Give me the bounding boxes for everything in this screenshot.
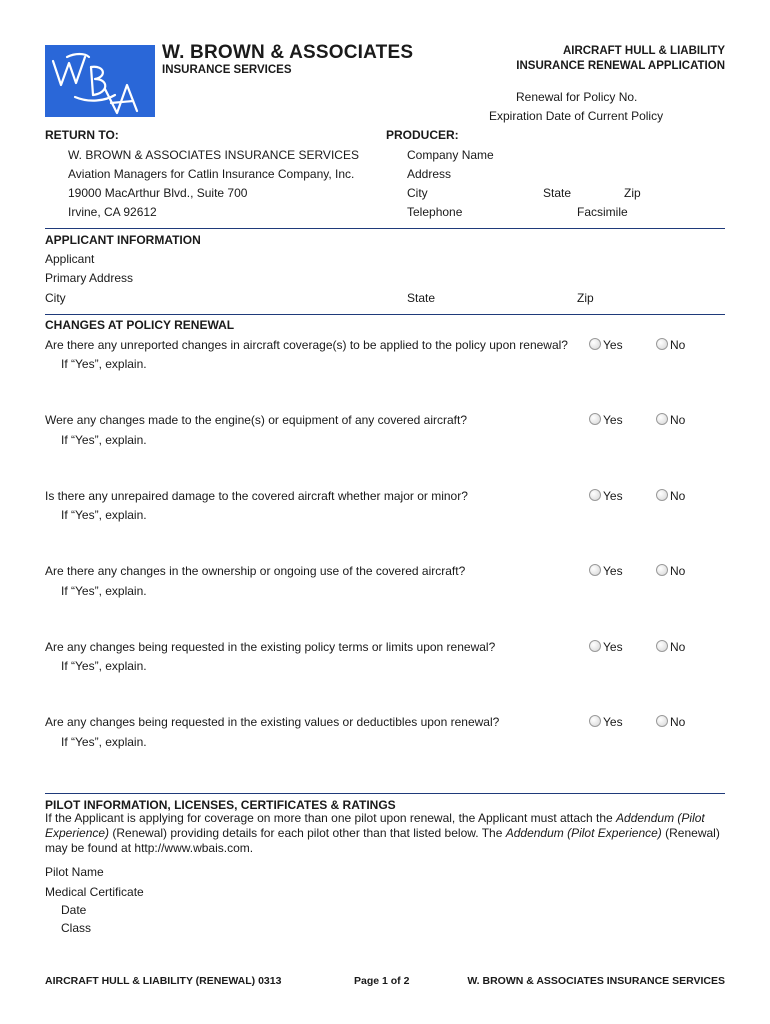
- yes-radio[interactable]: [589, 489, 601, 501]
- medical-class-label: Class: [61, 921, 92, 935]
- addendum-reference: Addendum (Pilot Experience): [45, 811, 705, 840]
- no-label: No: [670, 564, 686, 578]
- pilot-instructions: [45, 811, 725, 856]
- applicant-heading: APPLICANT INFORMATION: [45, 233, 201, 247]
- applicant-city-label: City: [45, 291, 66, 305]
- producer-address-label: Address: [407, 167, 452, 181]
- yes-radio[interactable]: [589, 338, 601, 350]
- change-question: Are any changes being requested in the existing policy terms or limits upon renewal?: [45, 640, 496, 654]
- applicant-label: Applicant: [45, 252, 95, 266]
- company-subtitle: INSURANCE SERVICES: [162, 64, 292, 76]
- company-logo: [45, 45, 155, 117]
- primary-address-label: Primary Address: [45, 271, 134, 285]
- medical-certificate-label: Medical Certificate: [45, 885, 144, 899]
- no-label: No: [670, 489, 686, 503]
- return-to-heading: RETURN TO:: [45, 128, 119, 142]
- change-question: Are there any unreported changes in aircraft coverage(s) to be applied to the policy upon renewal?: [45, 338, 568, 352]
- no-label: No: [670, 640, 686, 654]
- explain-label: If “Yes”, explain.: [61, 357, 147, 371]
- explain-label: If “Yes”, explain.: [61, 433, 147, 447]
- footer-page-number: Page 1 of 2: [354, 975, 410, 987]
- company-name: W. BROWN & ASSOCIATES: [162, 42, 414, 63]
- no-radio[interactable]: [656, 489, 668, 501]
- return-to-line: W. BROWN & ASSOCIATES INSURANCE SERVICES: [68, 148, 359, 162]
- pilot-name-label: Pilot Name: [45, 865, 104, 879]
- return-to-line: Irvine, CA 92612: [68, 205, 157, 219]
- producer-zip-label: Zip: [624, 186, 641, 200]
- yes-radio[interactable]: [589, 640, 601, 652]
- no-radio[interactable]: [656, 413, 668, 425]
- yes-label: Yes: [603, 413, 623, 427]
- yes-radio[interactable]: [589, 564, 601, 576]
- producer-facsimile-label: Facsimile: [577, 205, 628, 219]
- footer-form-id: AIRCRAFT HULL & LIABILITY (RENEWAL) 0313: [45, 975, 282, 987]
- no-radio[interactable]: [656, 640, 668, 652]
- no-radio[interactable]: [656, 338, 668, 350]
- yes-radio[interactable]: [589, 715, 601, 727]
- yes-label: Yes: [603, 715, 623, 729]
- pilot-instructions-part: (Renewal) providing details for each pilot other than that listed below. The: [109, 826, 506, 840]
- applicant-zip-label: Zip: [577, 291, 594, 305]
- renewal-policy-label: Renewal for Policy No.: [516, 90, 638, 104]
- return-to-line: 19000 MacArthur Blvd., Suite 700: [68, 186, 248, 200]
- no-radio[interactable]: [656, 564, 668, 576]
- explain-label: If “Yes”, explain.: [61, 735, 147, 749]
- no-radio[interactable]: [656, 715, 668, 727]
- changes-heading: CHANGES AT POLICY RENEWAL: [45, 318, 235, 332]
- yes-radio[interactable]: [589, 413, 601, 425]
- footer-company: W. BROWN & ASSOCIATES INSURANCE SERVICES: [467, 975, 725, 987]
- explain-label: If “Yes”, explain.: [61, 584, 147, 598]
- applicant-state-label: State: [407, 291, 436, 305]
- explain-label: If “Yes”, explain.: [61, 659, 147, 673]
- yes-label: Yes: [603, 640, 623, 654]
- pilot-instructions-part: (Renewal) may be found at http://www.wbais.com.: [45, 826, 720, 855]
- document-title-line-2: INSURANCE RENEWAL APPLICATION: [516, 60, 725, 72]
- no-label: No: [670, 413, 686, 427]
- pilot-instructions-part: If the Applicant is applying for coverage on more than one pilot upon renewal, the Applicant must attach the: [45, 811, 617, 825]
- document-title: [516, 44, 725, 74]
- medical-date-label: Date: [61, 903, 87, 917]
- producer-heading: PRODUCER:: [386, 128, 459, 142]
- pilot-heading: PILOT INFORMATION, LICENSES, CERTIFICATES & RATINGS: [45, 798, 396, 812]
- document-title-line-1: AIRCRAFT HULL & LIABILITY: [562, 45, 725, 57]
- section-divider: [45, 228, 725, 229]
- addendum-reference: Addendum (Pilot Experience): [505, 826, 662, 840]
- change-question: Is there any unrepaired damage to the covered aircraft whether major or minor?: [45, 489, 468, 503]
- section-divider: [45, 314, 725, 315]
- yes-label: Yes: [603, 489, 623, 503]
- change-question: Are any changes being requested in the existing values or deductibles upon renewal?: [45, 715, 500, 729]
- producer-city-label: City: [407, 186, 428, 200]
- no-label: No: [670, 715, 686, 729]
- producer-company-label: Company Name: [407, 148, 494, 162]
- producer-telephone-label: Telephone: [407, 205, 463, 219]
- explain-label: If “Yes”, explain.: [61, 508, 147, 522]
- yes-label: Yes: [603, 338, 623, 352]
- change-question: Are there any changes in the ownership or ongoing use of the covered aircraft?: [45, 564, 466, 578]
- section-divider: [45, 793, 725, 794]
- wba-monogram-icon: [45, 45, 155, 117]
- no-label: No: [670, 338, 686, 352]
- yes-label: Yes: [603, 564, 623, 578]
- change-question: Were any changes made to the engine(s) or equipment of any covered aircraft?: [45, 413, 468, 427]
- expiration-date-label: Expiration Date of Current Policy: [489, 109, 664, 123]
- producer-state-label: State: [543, 186, 572, 200]
- return-to-line: Aviation Managers for Catlin Insurance Company, Inc.: [68, 167, 355, 181]
